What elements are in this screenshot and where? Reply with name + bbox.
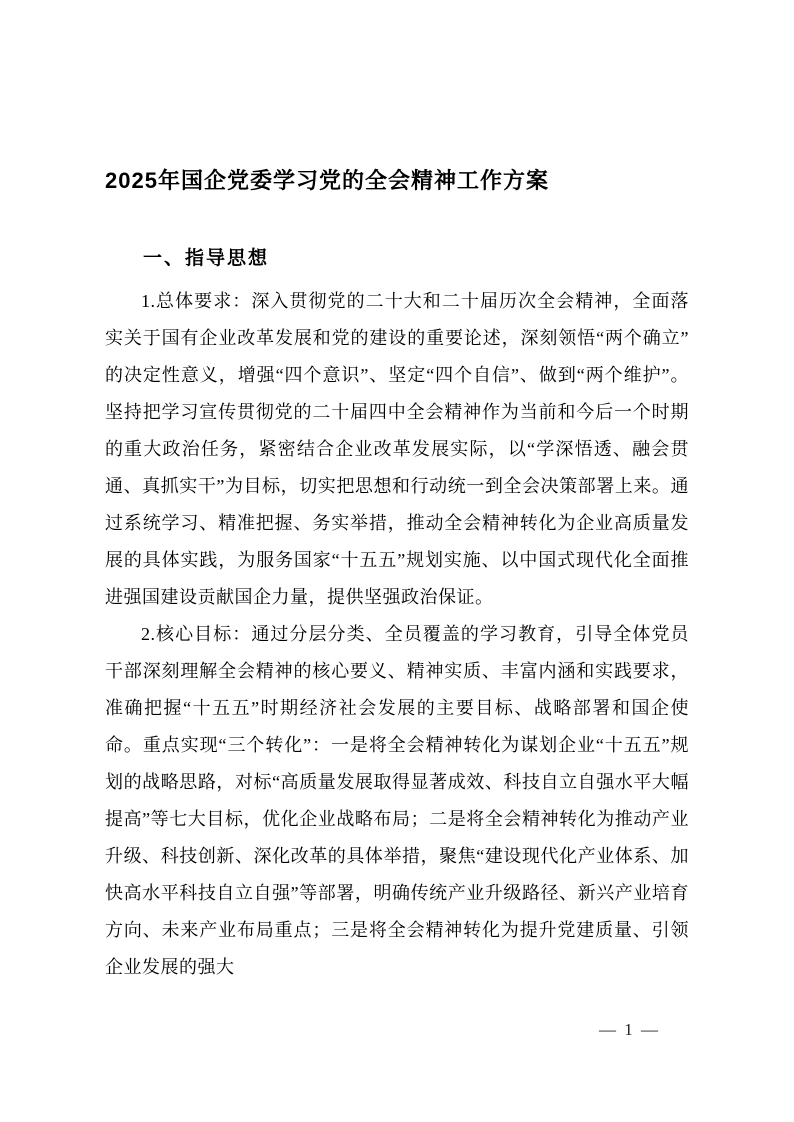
paragraph-overall-requirements: 1.总体要求：深入贯彻党的二十大和二十届历次全会精神，全面落实关于国有企业改革发展和党的建设的重要论述，深刻领悟“两个确立”的决定性意义，增强“四个意识”、坚定“四个自信”、做到“两个维护”。坚持把学习宣传贯彻党的二十届四中全会精神作为当前和今后一个时期的重大政治任务，紧密结合企业改革发展实际，以“学深悟透、融会贯通、真抓实干”为目标，切实把思想和行动统一到全会决策部署上来。通过系统学习、精准把握、务实举措，推动全会精神转化为企业高质量发展的具体实践，为服务国家“十五五”规划实施、以中国式现代化全面推进强国建设贡献国企力量，提供坚强政治保证。	[105, 290, 689, 607]
document-title: 2025年国企党委学习党的全会精神工作方案	[105, 167, 549, 193]
paragraph-core-goals: 2.核心目标：通过分层分类、全员覆盖的学习教育，引导全体党员干部深刻理解全会精神的核心要义、精神实质、丰富内涵和实践要求，准确把握“十五五”时期经济社会发展的主要目标、战略部署和国企使命。重点实现“三个转化”：一是将全会精神转化为谋划企业“十五五”规划的战略思路，对标“高质量发展取得显著成效、科技自立自强水平大幅提高”等七大目标，优化企业战略布局；二是将全会精神转化为推动产业升级、科技创新、深化改革的具体举措，聚焦“建设现代化产业体系、加快高水平科技自立自强”等部署，明确传统产业升级路径、新兴产业培育方向、未来产业布局重点；三是将全会精神转化为提升党建质量、引领企业发展的强大	[105, 623, 689, 977]
page-number: — 1 —	[599, 1020, 660, 1039]
section-heading-guiding-ideology: 一、指导思想	[143, 247, 270, 269]
